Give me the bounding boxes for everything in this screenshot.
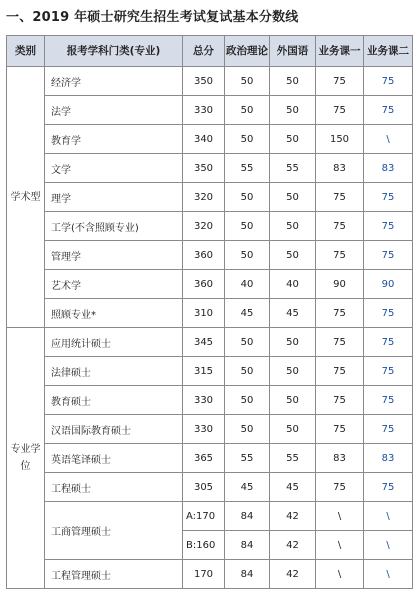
- total-cell: 330: [183, 415, 225, 444]
- politics-cell: 50: [225, 386, 270, 415]
- header-subject: 报考学科门类(专业): [45, 36, 183, 67]
- course1-cell: 150: [316, 125, 364, 154]
- table-row: [7, 270, 413, 299]
- politics-cell: 55: [225, 444, 270, 473]
- subject-cell: 法学: [45, 96, 183, 125]
- subject-cell: 艺术学: [45, 270, 183, 299]
- subject-cell: 教育硕士: [45, 386, 183, 415]
- total-cell: 170: [183, 560, 225, 589]
- course2-cell: 75: [364, 241, 413, 270]
- politics-cell: 50: [225, 67, 270, 96]
- course1-cell: 90: [316, 270, 364, 299]
- course1-cell: \: [316, 502, 364, 531]
- course2-cell: 75: [364, 96, 413, 125]
- table-row: [7, 386, 413, 415]
- foreign-cell: 45: [270, 473, 316, 502]
- course2-cell: \: [364, 502, 413, 531]
- course1-cell: 75: [316, 212, 364, 241]
- subject-cell: 管理学: [45, 241, 183, 270]
- politics-cell: 50: [225, 357, 270, 386]
- header-row: [7, 36, 413, 67]
- subject-cell: 应用统计硕士: [45, 328, 183, 357]
- subject-cell: 经济学: [45, 67, 183, 96]
- course2-cell: 75: [364, 386, 413, 415]
- foreign-cell: 42: [270, 502, 316, 531]
- total-cell: B:160: [183, 531, 225, 560]
- total-cell: 320: [183, 212, 225, 241]
- total-cell: 350: [183, 154, 225, 183]
- total-cell: 330: [183, 386, 225, 415]
- category-cell: 专业学位: [7, 328, 45, 589]
- table-row: [7, 299, 413, 328]
- table-row: [7, 560, 413, 589]
- politics-cell: 50: [225, 96, 270, 125]
- subject-cell: 工学(不含照顾专业): [45, 212, 183, 241]
- subject-cell: 英语笔译硕士: [45, 444, 183, 473]
- table-row: [7, 212, 413, 241]
- category-cell: 学术型: [7, 67, 45, 328]
- subject-cell: 法律硕士: [45, 357, 183, 386]
- course1-cell: 75: [316, 415, 364, 444]
- course1-cell: 75: [316, 386, 364, 415]
- course2-cell: 75: [364, 67, 413, 96]
- course1-cell: \: [316, 531, 364, 560]
- course2-cell: 83: [364, 444, 413, 473]
- course1-cell: 75: [316, 328, 364, 357]
- total-cell: 345: [183, 328, 225, 357]
- foreign-cell: 50: [270, 241, 316, 270]
- header-total: 总分: [183, 36, 225, 67]
- course2-cell: 90: [364, 270, 413, 299]
- subject-cell: 教育学: [45, 125, 183, 154]
- course1-cell: 75: [316, 67, 364, 96]
- total-cell: A:170: [183, 502, 225, 531]
- header-politics: 政治理论: [225, 36, 270, 67]
- header-course1: 业务课一: [316, 36, 364, 67]
- course1-cell: 75: [316, 241, 364, 270]
- table-row: [7, 444, 413, 473]
- course2-cell: 75: [364, 299, 413, 328]
- course1-cell: \: [316, 560, 364, 589]
- foreign-cell: 50: [270, 415, 316, 444]
- course2-cell: 75: [364, 183, 413, 212]
- table-row: [7, 183, 413, 212]
- foreign-cell: 45: [270, 299, 316, 328]
- subject-cell: 汉语国际教育硕士: [45, 415, 183, 444]
- foreign-cell: 40: [270, 270, 316, 299]
- course2-cell: \: [364, 125, 413, 154]
- foreign-cell: 50: [270, 212, 316, 241]
- course1-cell: 83: [316, 154, 364, 183]
- total-cell: 360: [183, 270, 225, 299]
- total-cell: 310: [183, 299, 225, 328]
- subject-cell: 文学: [45, 154, 183, 183]
- course1-cell: 83: [316, 444, 364, 473]
- foreign-cell: 55: [270, 444, 316, 473]
- course1-cell: 75: [316, 473, 364, 502]
- header-category: 类别: [7, 36, 45, 67]
- course2-cell: \: [364, 560, 413, 589]
- politics-cell: 50: [225, 212, 270, 241]
- politics-cell: 40: [225, 270, 270, 299]
- table-row: [7, 125, 413, 154]
- header-course2: 业务课二: [364, 36, 413, 67]
- table-row: [7, 241, 413, 270]
- foreign-cell: 50: [270, 357, 316, 386]
- subject-cell: 工商管理硕士: [45, 502, 183, 560]
- politics-cell: 50: [225, 241, 270, 270]
- subject-cell: 照顾专业*: [45, 299, 183, 328]
- politics-cell: 84: [225, 531, 270, 560]
- table-row: [7, 473, 413, 502]
- total-cell: 330: [183, 96, 225, 125]
- course1-cell: 75: [316, 96, 364, 125]
- total-cell: 350: [183, 67, 225, 96]
- politics-cell: 50: [225, 183, 270, 212]
- course2-cell: 83: [364, 154, 413, 183]
- course1-cell: 75: [316, 299, 364, 328]
- foreign-cell: 50: [270, 183, 316, 212]
- total-cell: 340: [183, 125, 225, 154]
- total-cell: 305: [183, 473, 225, 502]
- total-cell: 360: [183, 241, 225, 270]
- table-row: [7, 415, 413, 444]
- table-row: [7, 328, 413, 357]
- politics-cell: 45: [225, 299, 270, 328]
- table-row: [7, 357, 413, 386]
- header-foreign: 外国语: [270, 36, 316, 67]
- total-cell: 320: [183, 183, 225, 212]
- foreign-cell: 42: [270, 531, 316, 560]
- subject-cell: 理学: [45, 183, 183, 212]
- politics-cell: 84: [225, 560, 270, 589]
- course2-cell: 75: [364, 328, 413, 357]
- course2-cell: 75: [364, 212, 413, 241]
- page-title: 一、2019 年硕士研究生招生考试复试基本分数线: [6, 10, 299, 25]
- table-row: [7, 502, 413, 531]
- foreign-cell: 50: [270, 328, 316, 357]
- foreign-cell: 42: [270, 560, 316, 589]
- politics-cell: 50: [225, 328, 270, 357]
- subject-cell: 工程硕士: [45, 473, 183, 502]
- course2-cell: \: [364, 531, 413, 560]
- foreign-cell: 50: [270, 386, 316, 415]
- politics-cell: 45: [225, 473, 270, 502]
- course2-cell: 75: [364, 473, 413, 502]
- politics-cell: 55: [225, 154, 270, 183]
- total-cell: 365: [183, 444, 225, 473]
- table-row: [7, 154, 413, 183]
- total-cell: 315: [183, 357, 225, 386]
- foreign-cell: 55: [270, 154, 316, 183]
- score-table: [6, 35, 413, 589]
- course1-cell: 75: [316, 357, 364, 386]
- table-row: [7, 67, 413, 96]
- politics-cell: 84: [225, 502, 270, 531]
- foreign-cell: 50: [270, 96, 316, 125]
- table-row: [7, 96, 413, 125]
- course2-cell: 75: [364, 357, 413, 386]
- foreign-cell: 50: [270, 67, 316, 96]
- subject-cell: 工程管理硕士: [45, 560, 183, 589]
- foreign-cell: 50: [270, 125, 316, 154]
- politics-cell: 50: [225, 125, 270, 154]
- course1-cell: 75: [316, 183, 364, 212]
- course2-cell: 75: [364, 415, 413, 444]
- politics-cell: 50: [225, 415, 270, 444]
